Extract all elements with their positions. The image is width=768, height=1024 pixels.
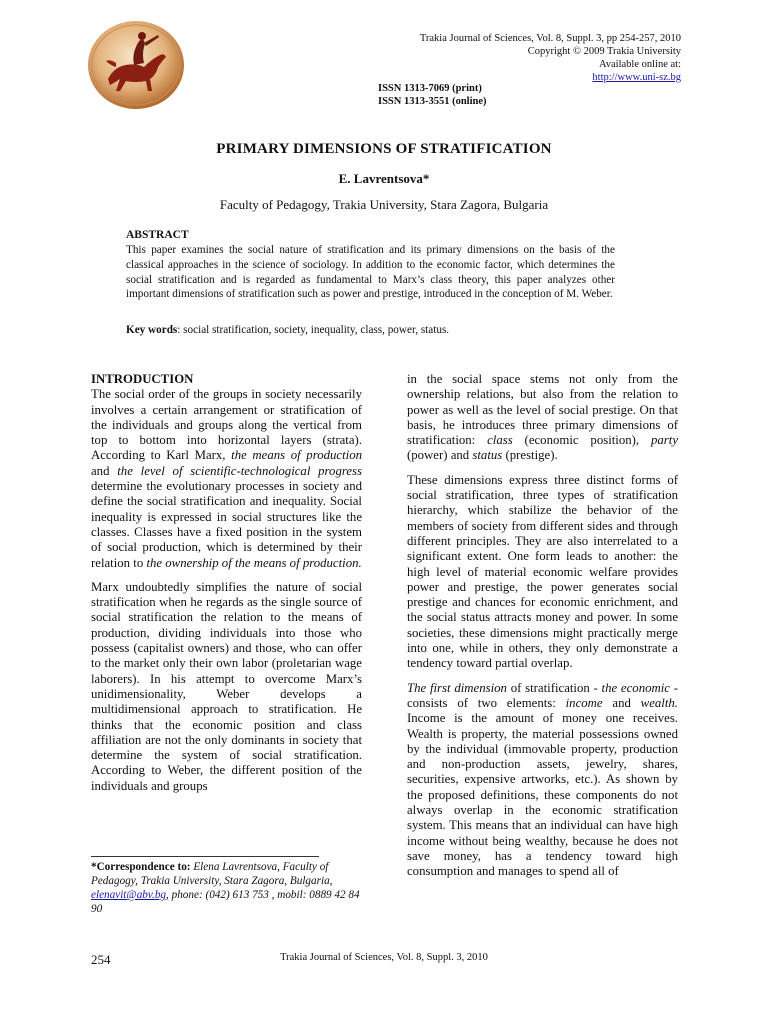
journal-logo — [86, 19, 186, 111]
copyright-line: Copyright © 2009 Trakia University — [527, 46, 681, 57]
footnote-divider — [91, 856, 319, 857]
horseman-emblem-icon — [86, 19, 186, 111]
keywords-line — [126, 324, 615, 336]
issn-print: ISSN 1313-7069 (print) — [378, 83, 482, 94]
available-online-label: Available online at: — [598, 59, 681, 70]
paper-author: E. Lavrentsova* — [338, 171, 430, 186]
right-paragraph-3: The first dimension of stratification - the economic - consists of two elements: income and wealth. Income is the amount of money one receives. Wealth is property, the material possessions owned by the individual (immovable property, production and non-production assets, jewelry, shares, securities, expensive artworks, etc.). As shown by the proposed definitions, these components do not always overlap in the economic stratification system. This means that an individual can have high income without being wealthy, because he does not save money, has a tendency toward high consumption and manages to spend all of — [407, 680, 678, 879]
left-paragraph-2: Marx undoubtedly simplifies the nature of social stratification when he regards as the single source of social stratification the relation to the means of production, dividing individuals into those who possess (capitalist owners) and those, who can offer to the market only their own labor (proletarian wage laborers). In his attempt to overcome Marx’s unidimensionality, Weber develops a multidimensional approach to stratification. He thinks that the economic position and class affiliation are not the only dominants in society that determine the system of social stratification. According to Weber, the different position of the individuals and groups — [91, 579, 362, 793]
keywords-label: Key words — [126, 324, 178, 336]
introduction-heading: INTRODUCTION — [91, 372, 194, 386]
abstract-heading: ABSTRACT — [126, 229, 189, 241]
right-paragraph-2: These dimensions express three distinct forms of social stratification, three types of stratification hierarchy, which stabilize the behavior of the members of society from different sides and through different principles. They are also interrelated to a significant extent. One form leads to another: the high level of material economic welfare provides power and prestige, the power generates social prestige and chances for economic enrichment, and the social status attracts money and power. In some societies, these dimensions might practically merge into one, while in others, they only demonstrate a tendency toward partial overlap. — [407, 472, 678, 671]
correspondence-label: *Correspondence to: — [91, 861, 191, 873]
author-affiliation: Faculty of Pedagogy, Trakia University, Stara Zagora, Bulgaria — [219, 197, 549, 212]
page-number: 254 — [91, 952, 111, 967]
journal-url-link[interactable]: http://www.uni-sz.bg — [592, 72, 681, 83]
issn-online: ISSN 1313-3551 (online) — [378, 96, 487, 107]
keywords-list: : social stratification, society, inequality, class, power, status. — [177, 324, 450, 336]
right-paragraph-1: in the social space stems not only from the ownership relations, but also from the relation to power as well as the level of social prestige. On that basis, he introduces three primary dimensions of stratification: class (economic position), party (power) and status (prestige). — [407, 372, 678, 463]
journal-citation: Trakia Journal of Sciences, Vol. 8, Suppl. 3, pp 254-257, 2010 — [419, 33, 681, 44]
left-paragraph-1: The social order of the groups in society necessarily involves a certain arrangement or stratification of the individuals and groups along the vertical from top to bottom into horizontal layers (strata). According to Karl Marx, the means of production and the level of scientific-technological progress determine the evolutionary processes in society and define the social stratification and inequality. Social inequality is expressed in social structures like the classes. Classes have a fixed position in the system of social production, which is determined by their relation to the ownership of the means of production. — [91, 387, 362, 570]
right-column — [407, 372, 678, 889]
email-link[interactable]: elenavit@abv.bg — [91, 889, 167, 901]
correspondence-footnote: *Correspondence to: Elena Lavrentsova, Faculty of Pedagogy, Trakia University, Stara Zagora, Bulgaria, elenavit@abv.bg, phone: (042) 613 753 , mobil: 0889 42 84 90 — [91, 861, 360, 915]
paper-title: PRIMARY DIMENSIONS OF STRATIFICATION — [216, 141, 552, 157]
left-column — [91, 372, 362, 803]
abstract-text: This paper examines the social nature of stratification and its primary dimensions on the basis of the classical approaches in the science of sociology. In addition to the economic factor, which determines the social stratification and is regarded as fundamental to Marx’s class theory, this paper analyzes other important dimensions of stratification such as power and prestige, introduced in the conception of M. Weber. — [126, 244, 615, 301]
footer-journal: Trakia Journal of Sciences, Vol. 8, Suppl. 3, 2010 — [280, 952, 488, 963]
